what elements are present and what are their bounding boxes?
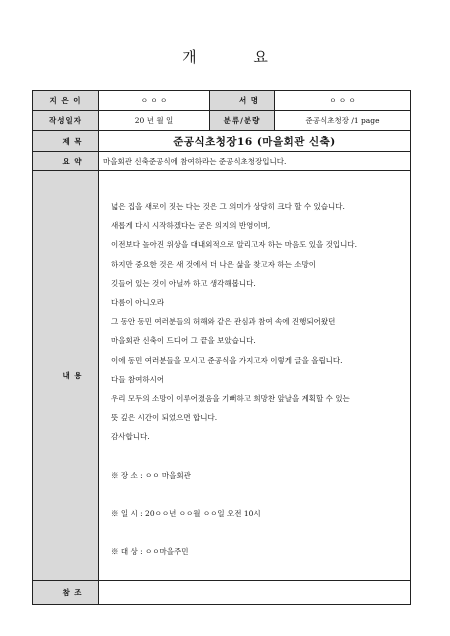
reference-value xyxy=(99,581,411,605)
content-label: 내 용 xyxy=(33,171,99,581)
subject-label: 제 목 xyxy=(33,131,99,152)
subject-value: 준공식초청장16 (마을회관 신축) xyxy=(99,131,411,152)
content-row xyxy=(33,171,411,581)
summary-label: 요 약 xyxy=(33,152,99,171)
content-line: 우리 모두의 소망이 이루어졌음을 기뻐하고 희망찬 앞날을 계획할 수 있는 xyxy=(111,394,350,404)
notice-time: ※ 일 시 : 20ㅇㅇ년 ㅇㅇ월 ㅇㅇ일 오전 10시 xyxy=(111,508,261,518)
content-line: 이전보다 높아진 위상을 대내외적으로 알리고자 하는 마음도 있을 것입니다. xyxy=(111,240,358,250)
reference-row xyxy=(33,581,411,605)
date-label: 작성일자 xyxy=(33,111,99,131)
content-line: 다름이 아니오라 xyxy=(111,298,165,308)
category-value: 준공식초청장 /1 page xyxy=(275,111,411,131)
content-line: 이에 동민 여러분들을 모시고 준공식을 가지고자 이렇게 글을 올립니다. xyxy=(111,355,343,365)
content-line: 그 동안 동민 여러분들의 허해와 같은 관심과 참여 속에 진행되어왔던 xyxy=(111,317,336,327)
content-line: 깃들어 있는 것이 아닐까 하고 생각해봅니다. xyxy=(111,278,256,288)
content-line: 새롭게 다시 시작하겠다는 굳은 의지의 반영이며, xyxy=(111,221,271,231)
summary-row xyxy=(33,152,411,171)
subject-row xyxy=(33,131,411,152)
notice-place: ※ 장 소 : ㅇㅇ 마을회관 xyxy=(111,470,191,480)
content-body xyxy=(99,171,411,581)
signature-label: 서 명 xyxy=(210,91,275,111)
content-line: 하지만 중요한 것은 새 것에서 더 나은 삶을 찾고자 하는 소망이 xyxy=(111,259,316,269)
content-line: 뜻 깊은 시간이 되었으면 합니다. xyxy=(111,413,218,423)
content-line: 감사합니다. xyxy=(111,432,150,442)
content-line: 넓은 집을 새로이 짓는 다는 것은 그 의미가 상당히 크다 할 수 있습니다. xyxy=(111,202,345,211)
page-title: 개 요 xyxy=(182,48,294,66)
reference-label: 참 조 xyxy=(33,581,99,605)
content-line: 마을회관 신축이 드디어 그 끝을 보았습니다. xyxy=(111,336,256,346)
date-value: 20 년 월 일 xyxy=(99,111,210,131)
content-line: 다들 참여하시어 xyxy=(111,374,165,384)
author-row xyxy=(33,91,411,111)
signature-value: ㅇ ㅇ ㅇ xyxy=(275,91,411,111)
summary-value: 마을회관 신축준공식에 참여하라는 준공식초청장입니다. xyxy=(99,152,411,171)
author-label: 지 은 이 xyxy=(33,91,99,111)
date-row xyxy=(33,111,411,131)
author-value: ㅇ ㅇ ㅇ xyxy=(99,91,210,111)
notice-target: ※ 대 상 : ㅇㅇ마을주민 xyxy=(111,547,189,557)
category-label: 분류/분량 xyxy=(210,111,275,131)
document-form xyxy=(32,90,411,605)
